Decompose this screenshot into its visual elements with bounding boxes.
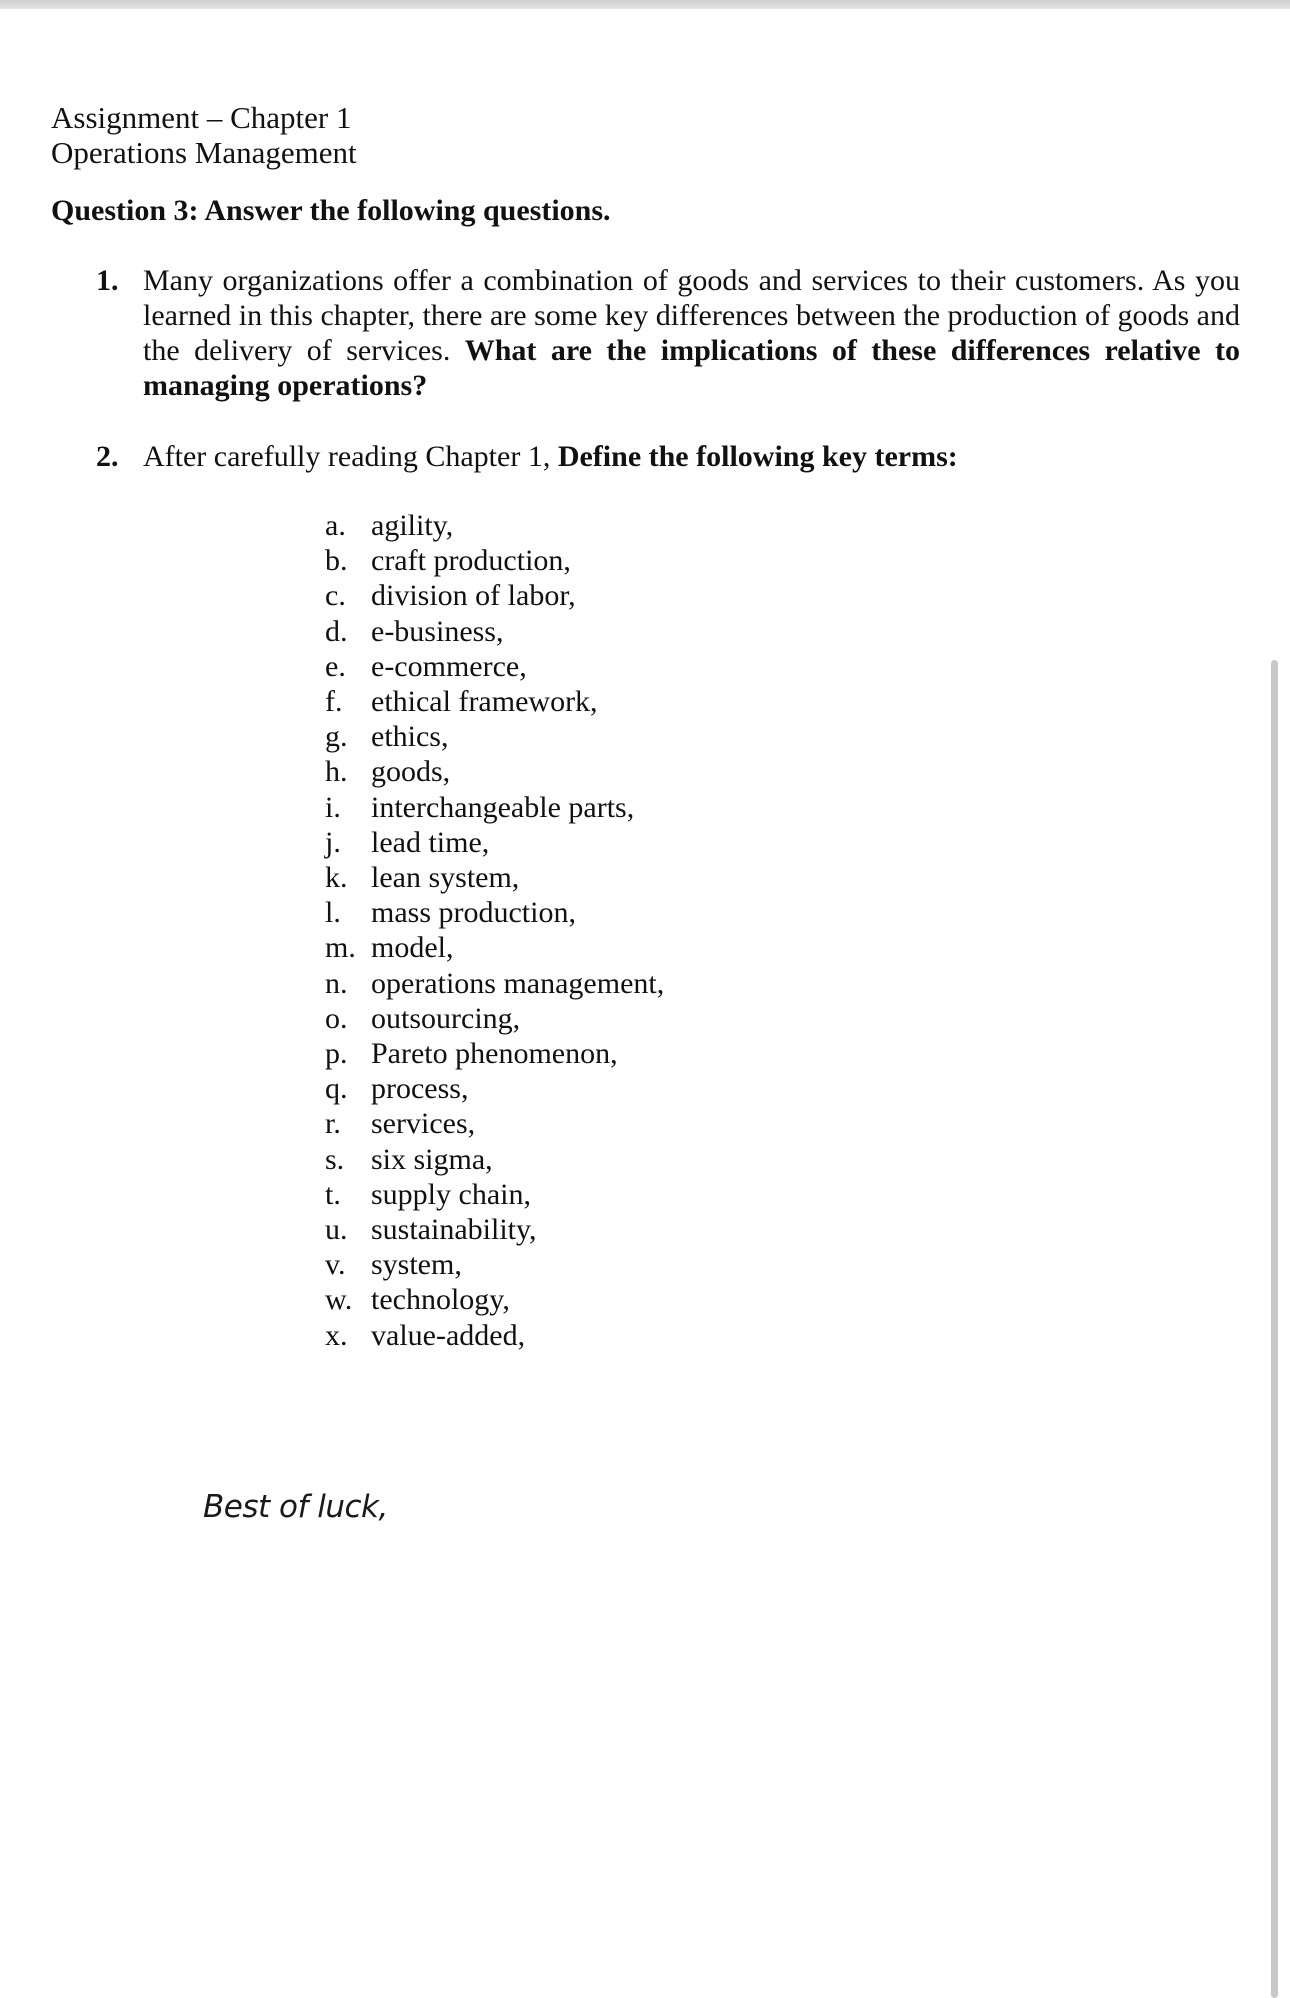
term-text: lean system, xyxy=(371,861,520,895)
term-letter: c. xyxy=(325,579,346,613)
list-item xyxy=(325,508,664,543)
term-letter: j. xyxy=(325,825,341,859)
list-item xyxy=(325,649,664,684)
term-letter: e. xyxy=(325,649,346,683)
term-text: lead time, xyxy=(371,825,490,859)
question-heading: Question 3: Answer the following questions. xyxy=(51,194,611,227)
list-item xyxy=(325,1247,664,1282)
list-item xyxy=(325,543,664,578)
list-item xyxy=(325,754,664,789)
list-item xyxy=(325,930,664,965)
term-letter: w. xyxy=(325,1283,353,1317)
term-text: value-added, xyxy=(371,1318,526,1352)
term-letter: b. xyxy=(325,544,348,578)
term-letter: d. xyxy=(325,614,348,648)
list-item xyxy=(325,1001,664,1036)
term-letter: a. xyxy=(325,509,346,542)
assignment-title: Assignment – Chapter 1 xyxy=(51,100,352,135)
list-item xyxy=(325,860,664,895)
term-letter: l. xyxy=(325,896,341,930)
question-number: 1. xyxy=(96,264,119,297)
term-letter: f. xyxy=(325,685,343,719)
term-letter: n. xyxy=(325,966,348,1000)
term-letter: m. xyxy=(325,931,356,965)
term-letter: p. xyxy=(325,1037,348,1071)
question-1 xyxy=(96,263,1240,403)
list-item xyxy=(325,1212,664,1247)
question-2 xyxy=(96,439,1240,474)
term-text: e-commerce, xyxy=(371,649,527,683)
list-item xyxy=(325,1177,664,1212)
term-text: system, xyxy=(371,1248,462,1282)
term-text: Pareto phenomenon, xyxy=(371,1037,618,1071)
term-text: agility, xyxy=(371,509,454,542)
term-letter: t. xyxy=(325,1177,341,1211)
list-item xyxy=(325,684,664,719)
term-text: technology, xyxy=(371,1283,510,1317)
term-text: craft production, xyxy=(371,544,571,578)
question-bold-text: Define the following key terms: xyxy=(557,440,958,473)
list-item xyxy=(325,1318,664,1353)
term-letter: k. xyxy=(325,861,348,895)
term-letter: h. xyxy=(325,755,348,789)
list-item xyxy=(325,1106,664,1141)
list-item xyxy=(325,578,664,613)
term-letter: s. xyxy=(325,1142,345,1176)
window-top-bar xyxy=(0,0,1290,9)
term-text: services, xyxy=(371,1107,476,1141)
question-number: 2. xyxy=(96,440,119,473)
term-text: supply chain, xyxy=(371,1177,531,1211)
term-letter: u. xyxy=(325,1213,348,1247)
term-text: mass production, xyxy=(371,896,576,930)
term-text: e-business, xyxy=(371,614,504,648)
list-item xyxy=(325,719,664,754)
key-terms-list xyxy=(325,508,664,1353)
term-text: process, xyxy=(371,1072,469,1106)
term-letter: x. xyxy=(325,1318,348,1352)
term-text: interchangeable parts, xyxy=(371,790,635,824)
term-text: outsourcing, xyxy=(371,1001,521,1035)
term-text: sustainability, xyxy=(371,1213,537,1247)
term-text: six sigma, xyxy=(371,1142,493,1176)
list-item xyxy=(325,1036,664,1071)
term-letter: o. xyxy=(325,1001,348,1035)
list-item xyxy=(325,1071,664,1106)
term-letter: i. xyxy=(325,790,341,824)
question-body xyxy=(143,439,1240,474)
course-title: Operations Management xyxy=(51,135,357,170)
list-item xyxy=(325,1282,664,1317)
term-letter: r. xyxy=(325,1107,341,1141)
scrollbar[interactable] xyxy=(1271,660,1278,1998)
signoff: Best of luck, xyxy=(203,1489,388,1525)
list-item xyxy=(325,790,664,825)
term-text: model, xyxy=(371,931,454,965)
question-text: Many organizations offer a combination of goods and services to their customers. As you learned in this chapter, there are some key differences between the production of goods and the delivery of services. xyxy=(143,264,1240,367)
question-text: After carefully reading Chapter 1, xyxy=(143,440,558,473)
list-item xyxy=(325,895,664,930)
document-header xyxy=(51,100,357,170)
question-bold-text: What are the implications of these differences relative to managing operations? xyxy=(143,334,1240,402)
term-text: goods, xyxy=(371,755,451,789)
term-text: division of labor, xyxy=(371,579,576,613)
term-letter: q. xyxy=(325,1072,348,1106)
list-item xyxy=(325,825,664,860)
term-letter: v. xyxy=(325,1248,346,1282)
term-text: operations management, xyxy=(371,966,665,1000)
list-item xyxy=(325,966,664,1001)
term-text: ethics, xyxy=(371,720,449,754)
term-letter: g. xyxy=(325,720,348,754)
list-item xyxy=(325,614,664,649)
list-item xyxy=(325,1142,664,1177)
question-body xyxy=(143,263,1240,403)
term-text: ethical framework, xyxy=(371,685,598,719)
